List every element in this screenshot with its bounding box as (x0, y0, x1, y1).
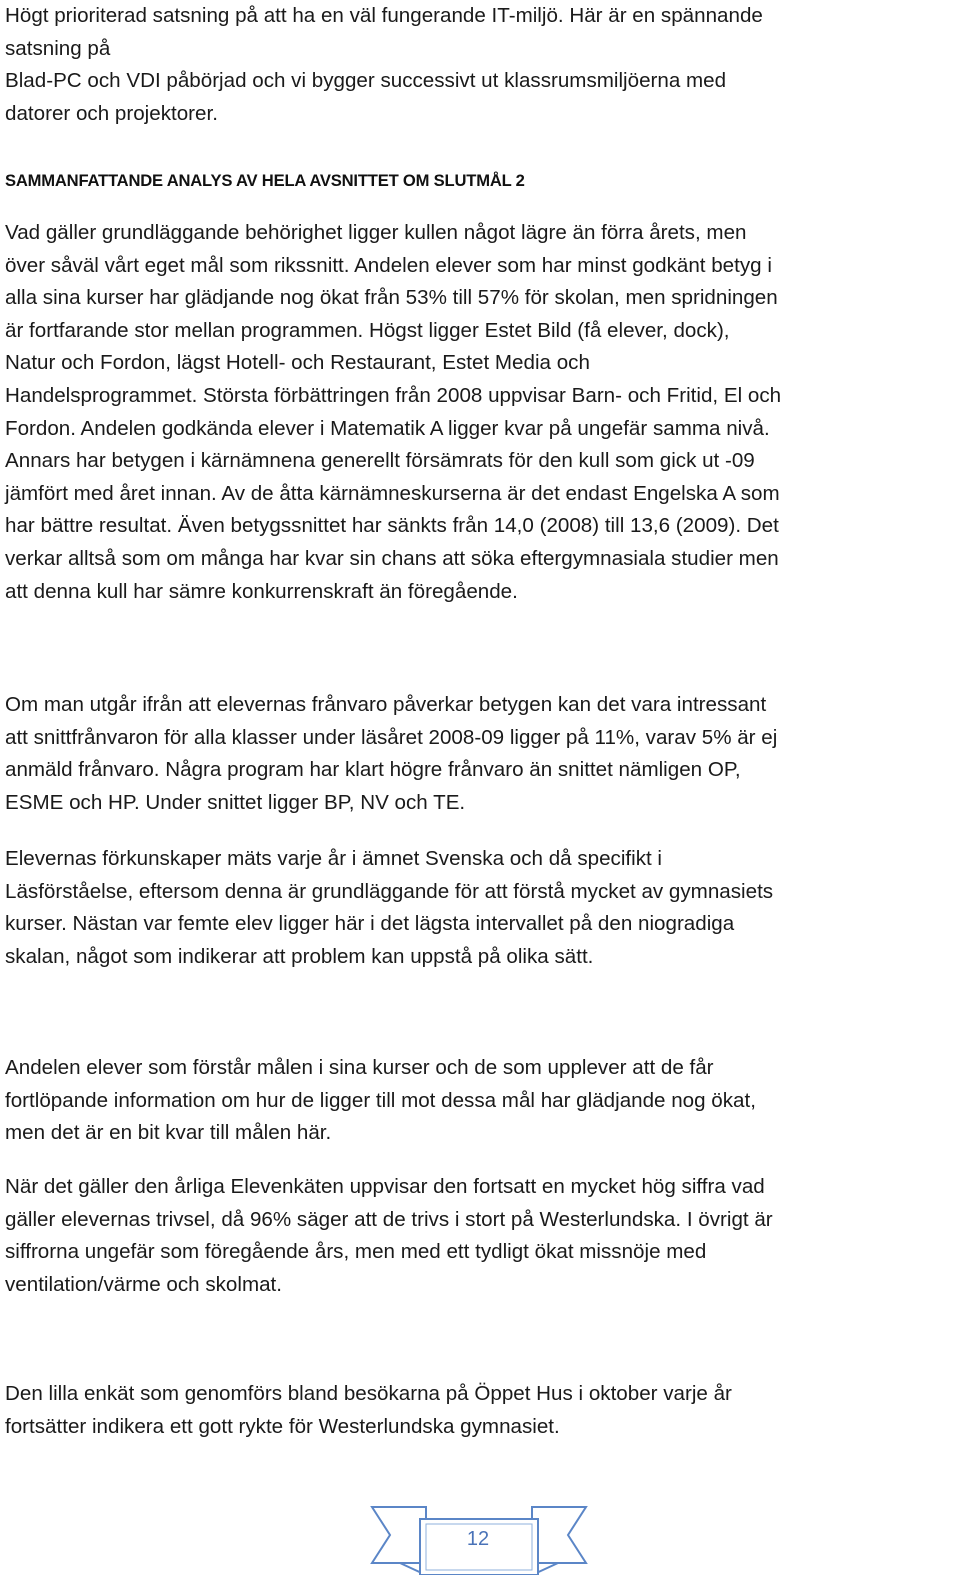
text-line: Blad-PC och VDI påbörjad och vi bygger successivt ut klassrumsmiljöerna med (5, 69, 727, 93)
text-line: ESME och HP. Under snittet ligger BP, NV och TE. (5, 790, 466, 814)
text-line: Läsförståelse, eftersom denna är grundläggande för att förstå mycket av gymnasiets (5, 879, 774, 903)
text-line: När det gäller den årliga Elevenkäten uppvisar den fortsatt en mycket hög siffra vad (5, 1175, 765, 1198)
text-line: Vad gäller grundläggande behörighet ligger kullen något lägre än förra årets, men (5, 221, 747, 244)
text-line: datorer och projektorer. (5, 101, 218, 125)
text-line: över såväl vårt eget mål som rikssnitt. Andelen elever som har minst godkänt betyg i (5, 253, 772, 277)
text-line: men det är en bit kvar till målen här. (5, 1121, 332, 1145)
paragraph-analysis (5, 217, 781, 608)
paragraph-course-goals (5, 1052, 756, 1150)
paragraph-open-house (5, 1378, 732, 1443)
text-line: siffrorna ungefär som föregående års, men med ett tydligt ökat missnöje med (5, 1240, 707, 1264)
text-line: verkar alltså som om många har kvar sin chans att söka eftergymnasiala studier men (5, 546, 779, 570)
text-line: kurser. Nästan var femte elev ligger här i det lägsta intervallet på den niogradiga (5, 912, 735, 936)
paragraph-it-environment (5, 0, 763, 130)
paragraph-absence (5, 689, 777, 819)
text-line: Högt prioriterad satsning på att ha en väl fungerande IT-miljö. Här är en spännande (5, 4, 763, 27)
text-line: satsning på (5, 36, 111, 60)
text-line: anmäld frånvaro. Några program har klart högre frånvaro än snittet nämligen OP, (5, 758, 741, 782)
text-line: fortlöpande information om hur de ligger till mot dessa mål har glädjande nog ökat, (5, 1088, 756, 1112)
text-line: att denna kull har sämre konkurrenskraft än föregående. (5, 579, 518, 603)
text-line: skalan, något som indikerar att problem kan uppstå på olika sätt. (5, 944, 594, 968)
text-line: Den lilla enkät som genomförs bland besökarna på Öppet Hus i oktober varje år (5, 1382, 732, 1405)
text-line: ventilation/värme och skolmat. (5, 1272, 282, 1296)
text-line: Andelen elever som förstår målen i sina kurser och de som upplever att de får (5, 1056, 714, 1079)
text-line: alla sina kurser har glädjande nog ökat från 53% till 57% för skolan, men spridningen (5, 286, 778, 310)
text-line: är fortfarande stor mellan programmen. Högst ligger Estet Bild (få elever, dock), (5, 318, 730, 342)
text-line: att snittfrånvaron för alla klasser under läsåret 2008-09 ligger på 11%, varav 5% är ej (5, 725, 778, 749)
text-line: Natur och Fordon, lägst Hotell- och Restaurant, Estet Media och (5, 351, 590, 375)
text-line: har bättre resultat. Även betygssnittet har sänkts från 14,0 (2008) till 13,6 (2009). Det (5, 514, 779, 538)
paragraph-prior-knowledge (5, 843, 773, 973)
text-line: jämfört med året innan. Av de åtta kärnämneskurserna är det endast Engelska A som (5, 481, 780, 505)
text-line: gäller elevernas trivsel, då 96% säger att de trivs i stort på Westerlundska. I övrigt är (5, 1207, 773, 1231)
text-line: Handelsprogrammet. Största förbättringen från 2008 uppvisar Barn- och Fritid, El och (5, 383, 782, 407)
text-line: Elevernas förkunskaper mäts varje år i ämnet Svenska och då specifikt i (5, 847, 663, 870)
text-line: Om man utgår ifrån att elevernas frånvaro påverkar betygen kan det vara intressant (5, 693, 767, 716)
text-line: Annars har betygen i kärnämnena generellt försämrats för den kull som gick ut -09 (5, 449, 755, 473)
text-line: Fordon. Andelen godkända elever i Matematik A ligger kvar på ungefär samma nivå. (5, 416, 770, 440)
page-number: 12 (466, 1528, 490, 1550)
page-footer (370, 1505, 590, 1577)
text-line: fortsätter indikera ett gott rykte för Westerlundska gymnasiet. (5, 1414, 560, 1438)
paragraph-student-survey (5, 1171, 773, 1301)
section-heading: SAMMANFATTANDE ANALYS AV HELA AVSNITTET OM SLUTMÅL 2 (5, 171, 525, 190)
